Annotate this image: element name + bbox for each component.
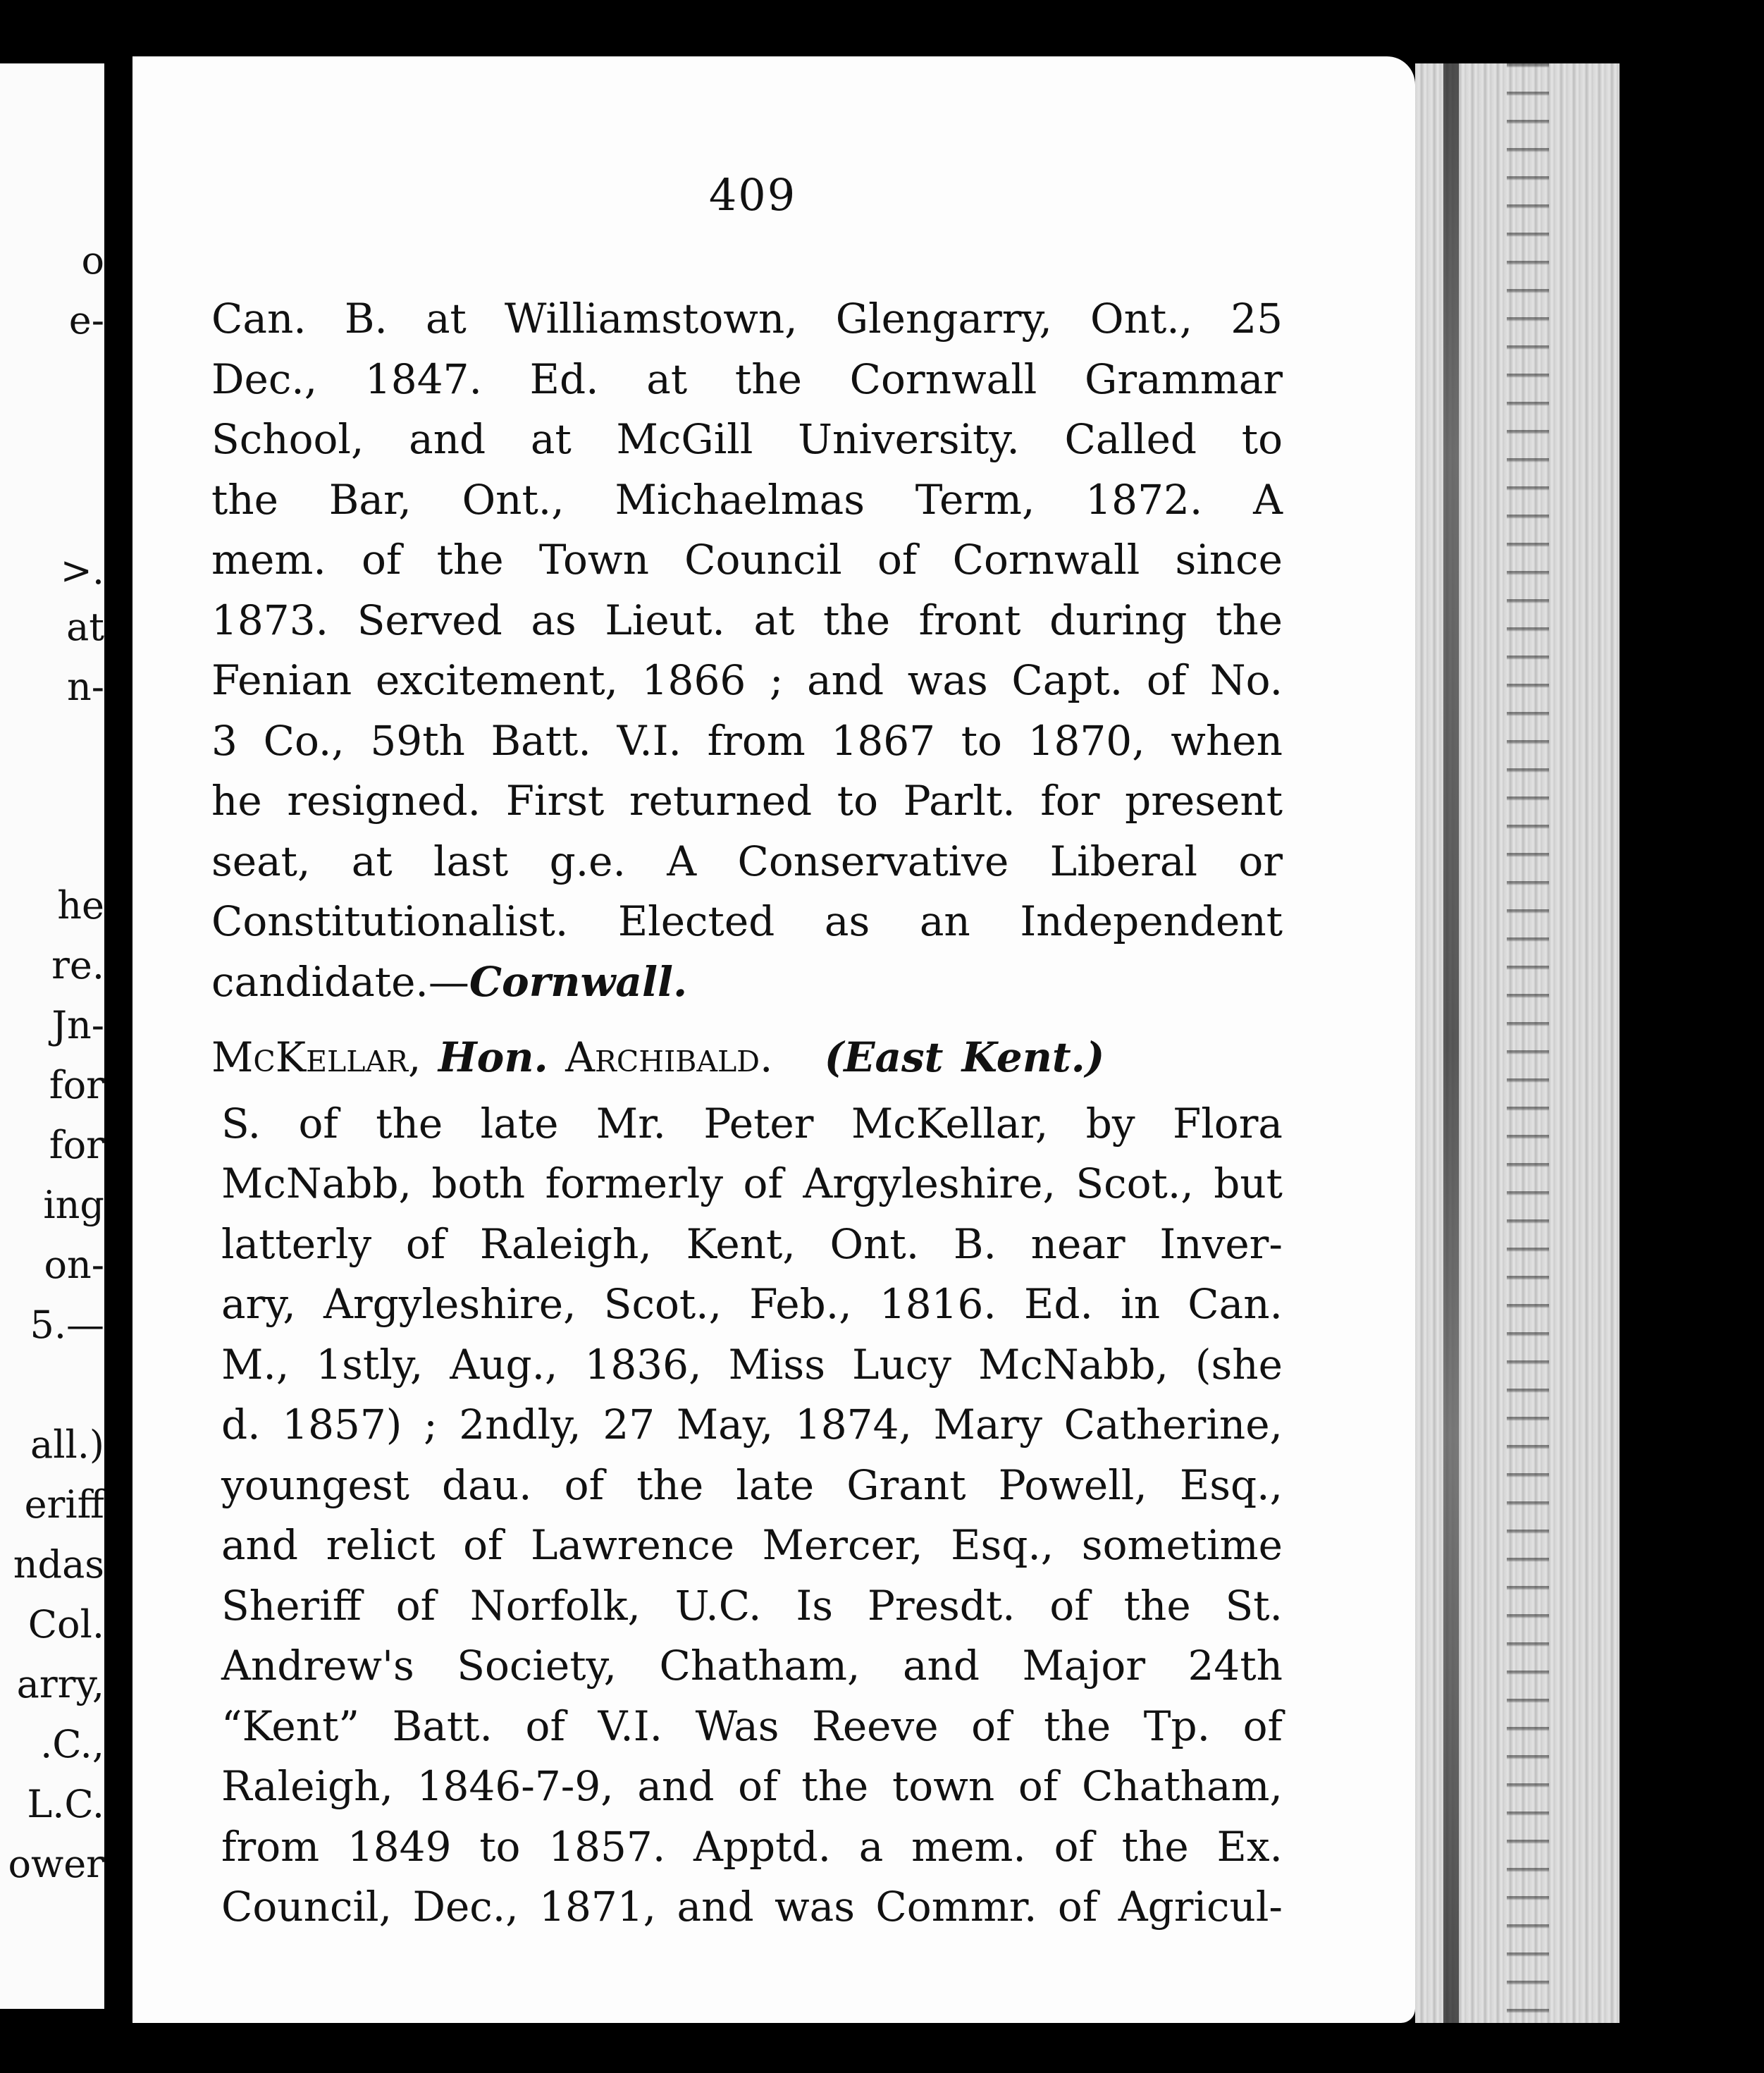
text-line: he resigned. First returned to Parlt. for present <box>211 777 1283 825</box>
text-line: the Bar, Ont., Michaelmas Term, 1872. A <box>211 475 1283 524</box>
riding: (East Kent.) <box>824 1033 1105 1081</box>
text-line: School, and at McGill University. Called to <box>211 415 1283 463</box>
book-gutter <box>104 60 132 2034</box>
text-line: “Kent” Batt. of V.I. Was Reeve of the Tp. of <box>221 1702 1283 1750</box>
text-line: S. of the late Mr. Peter McKellar, by Flora <box>221 1099 1283 1148</box>
facing-page-fragment: at <box>66 605 104 649</box>
entry-mckellar <box>211 1094 1283 1938</box>
text-line: d. 1857) ; 2ndly, 27 May, 1874, Mary Catherine, <box>221 1401 1283 1448</box>
text-line: mem. of the Town Council of Cornwall since <box>211 536 1283 584</box>
text-line: seat, at last g.e. A Conservative Liberal or <box>211 837 1283 885</box>
text-line: Andrew's Society, Chatham, and Major 24th <box>221 1642 1283 1690</box>
page-text <box>211 289 1283 1938</box>
text-line: 3 Co., 59th Batt. V.I. from 1867 to 1870, when <box>211 716 1283 765</box>
constituency-name: Cornwall. <box>469 957 688 1006</box>
text-line: from 1849 to 1857. Apptd. a mem. of the Ex. <box>221 1822 1283 1871</box>
text-prefix: candidate.— <box>211 957 469 1006</box>
text-line: Raleigh, 1846-7-9, and of the town of Chatham, <box>221 1762 1283 1810</box>
facing-page-fragment: arry, <box>16 1662 104 1706</box>
facing-page-fragment: .C., <box>40 1722 104 1766</box>
facing-page-fragment: e- <box>68 298 104 343</box>
text-line: Constitutionalist. Elected as an Independent <box>211 897 1283 945</box>
book-page <box>132 56 1415 2023</box>
facing-page-fragment: ing <box>43 1183 104 1227</box>
facing-page-fragment: 5.— <box>30 1303 104 1347</box>
text-line: Council, Dec., 1871, and was Commr. of Agricul- <box>221 1883 1283 1931</box>
facing-page-fragment: ower <box>8 1842 104 1886</box>
text-line: ary, Argyleshire, Scot., Feb., 1816. Ed. in Can. <box>221 1280 1283 1328</box>
book-fore-edge <box>1415 63 1620 2023</box>
text-line: latterly of Raleigh, Kent, Ont. B. near Inver- <box>221 1219 1283 1268</box>
facing-page-fragment: n- <box>66 665 104 709</box>
facing-page-fragment: re. <box>51 943 104 988</box>
entry-cornwall-continued <box>211 289 1283 1012</box>
facing-page-fragment: o <box>81 238 104 283</box>
text-line: Sheriff of Norfolk, U.C. Is Presdt. of the St. <box>221 1581 1283 1630</box>
honorific: Hon. <box>438 1033 548 1081</box>
facing-page-fragment: for <box>49 1123 104 1167</box>
entry-heading <box>211 1028 1283 1088</box>
surname: McKellar, <box>211 1033 421 1081</box>
given-name: Archibald. <box>565 1033 773 1081</box>
facing-page-fragment: all.) <box>30 1422 104 1467</box>
facing-page-fragment: for <box>49 1063 104 1107</box>
facing-page-fragment: on- <box>44 1243 104 1287</box>
facing-page-fragment: L.C. <box>27 1782 104 1826</box>
facing-page-fragment: ndas <box>13 1542 104 1587</box>
text-line: McNabb, both formerly of Argyleshire, Scot., but <box>221 1159 1283 1207</box>
text-line: and relict of Lawrence Mercer, Esq., sometime <box>221 1521 1283 1569</box>
facing-page-fragment: eriff <box>24 1482 104 1527</box>
text-line-last <box>211 952 1283 1013</box>
text-line: youngest dau. of the late Grant Powell, Esq., <box>221 1460 1283 1509</box>
text-line: Can. B. at Williamstown, Glengarry, Ont., 25 <box>211 295 1283 343</box>
facing-page-left <box>0 63 104 2009</box>
text-line: M., 1stly, Aug., 1836, Miss Lucy McNabb, (she <box>221 1340 1283 1389</box>
facing-page-fragment: >. <box>60 548 104 593</box>
page-number: 409 <box>708 169 797 221</box>
facing-page-fragment: he <box>57 883 104 928</box>
text-line: 1873. Served as Lieut. at the front during the <box>211 596 1283 644</box>
text-line: Fenian excitement, 1866 ; and was Capt. of No. <box>211 656 1283 704</box>
facing-page-fragment: Col. <box>27 1602 104 1647</box>
text-line: Dec., 1847. Ed. at the Cornwall Grammar <box>211 355 1283 403</box>
facing-page-fragment: Jn- <box>51 1003 104 1047</box>
